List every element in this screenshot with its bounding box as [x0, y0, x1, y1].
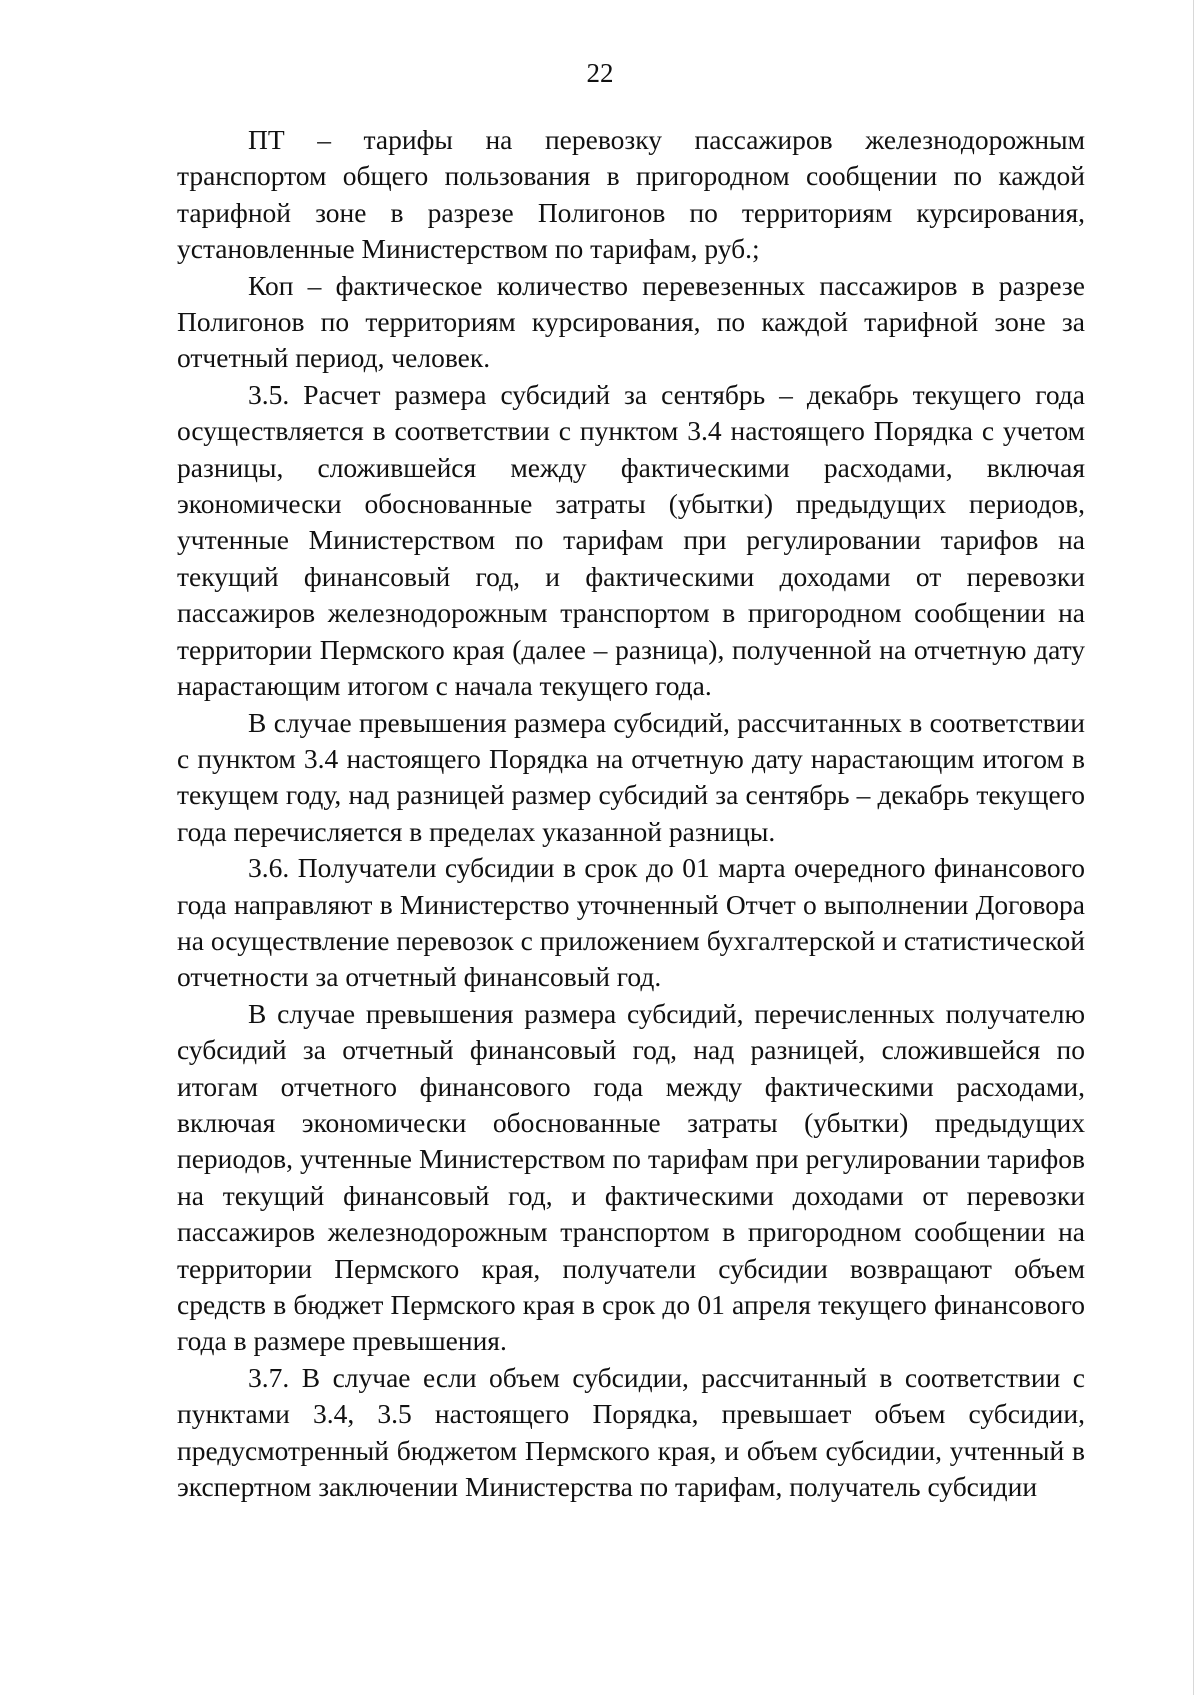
page-edge-line: [1193, 0, 1194, 1695]
paragraph-pt-definition: ПТ – тарифы на перевозку пассажиров железнодорожным транспортом общего пользования в пригородном сообщении по каждой тарифной зоне в разрезе Полигонов по территориям курсирования, установленные Министерством по тарифам, руб.;: [177, 124, 1085, 265]
paragraph-3-6: 3.6. Получатели субсидии в срок до 01 марта очередного финансового года направляют в Министерство уточненный Отчет о выполнении Договора на осуществление перевозок с приложением бухгалтерской и статистической отчетности за отчетный финансовый год.: [177, 852, 1085, 993]
page-number: 22: [586, 58, 614, 88]
paragraph-kop-definition: Коп – фактическое количество перевезенных пассажиров в разрезе Полигонов по территориям курсирования, по каждой тарифной зоне за отчетный период, человек.: [177, 269, 1085, 374]
paragraph-3-6-refund: В случае превышения размера субсидий, перечисленных получателю субсидий за отчетный финансовый год, над разницей, сложившейся по итогам отчетного финансового года между фактическими расходами, включая экономически обоснованные затраты (убытки) предыдущих периодов, учтенные Министерством по тарифам при регулировании тарифов на текущий финансовый год, и фактическими доходами от перевозки пассажиров железнодорожным транспортом в пригородном сообщении на территории Пермского края, получатели субсидии возвращают объем средств в бюджет Пермского края в срок до 01 апреля текущего финансового года в размере превышения.: [177, 997, 1085, 1357]
document-body: [177, 122, 1085, 1505]
paragraph-3-7: 3.7. В случае если объем субсидии, рассчитанный в соответствии с пунктами 3.4, 3.5 настоящего Порядка, превышает объем субсидии, предусмотренный бюджетом Пермского края, и объем субсидии, учтенный в экспертном заключении Министерства по тарифам, получатель субсидии: [177, 1361, 1085, 1503]
paragraph-3-5: 3.5. Расчет размера субсидий за сентябрь – декабрь текущего года осуществляется в соответствии с пунктом 3.4 настоящего Порядка с учетом разницы, сложившейся между фактическими расходами, включая экономически обоснованные затраты (убытки) предыдущих периодов, учтенные Министерством по тарифам при регулировании тарифов на текущий финансовый год, и фактическими доходами от перевозки пассажиров железнодорожным транспортом в пригородном сообщении на территории Пермского края (далее – разница), полученной на отчетную дату нарастающим итогом с начала текущего года.: [177, 378, 1085, 702]
paragraph-3-5-excess: В случае превышения размера субсидий, рассчитанных в соответствии с пунктом 3.4 настоящего Порядка на отчетную дату нарастающим итогом в текущем году, над разницей размер субсидий за сентябрь – декабрь текущего года перечисляется в пределах указанной разницы.: [177, 706, 1085, 847]
